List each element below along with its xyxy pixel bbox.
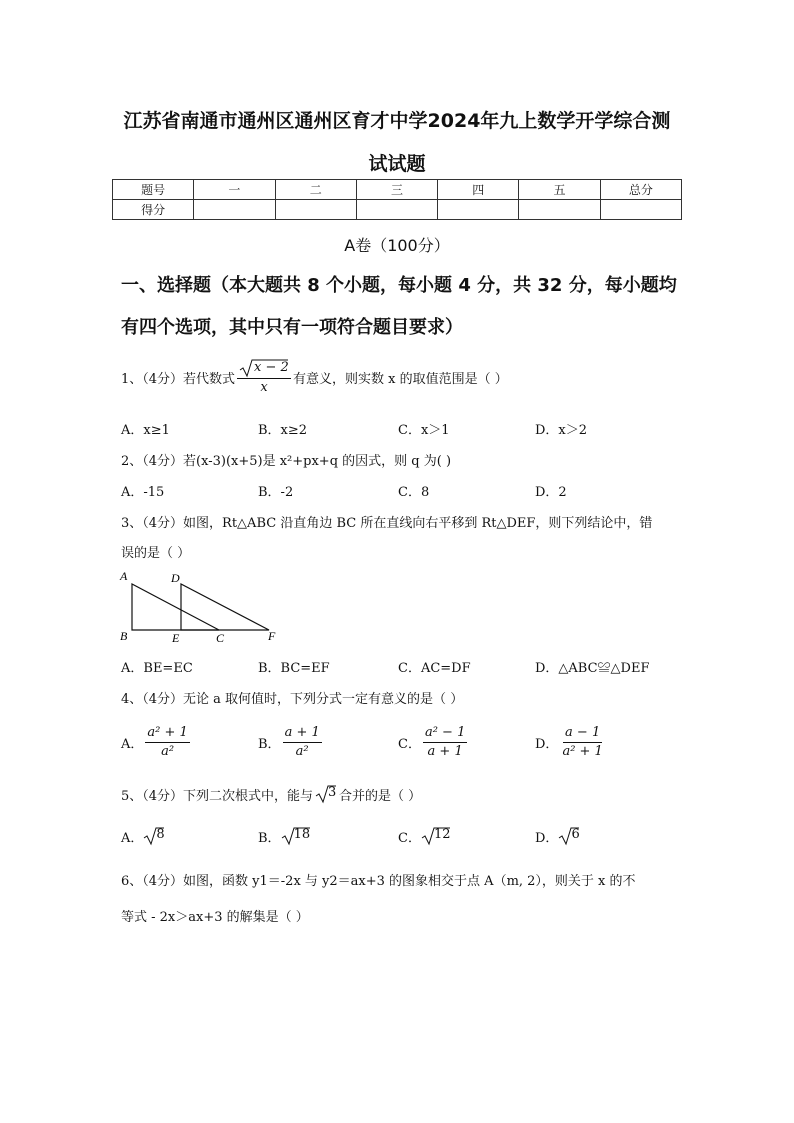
q4-option-b bbox=[258, 724, 324, 761]
section1-title-line2: 有四个选项，其中只有一项符合题目要求） bbox=[121, 317, 463, 338]
q5-radicand: 3 bbox=[328, 785, 337, 800]
q4-option-c bbox=[398, 724, 469, 761]
question-5 bbox=[121, 784, 421, 804]
q5-sqrt bbox=[315, 784, 337, 804]
score-table bbox=[112, 179, 682, 220]
q4-option-d bbox=[535, 724, 607, 761]
section-a-heading: A卷（100分） bbox=[344, 236, 450, 255]
table-cell: 五 bbox=[519, 180, 600, 200]
score-input-cell bbox=[356, 200, 437, 220]
q5-sqrt-a: 8 bbox=[143, 826, 165, 846]
q5-option-a bbox=[121, 826, 165, 846]
label-c: C bbox=[216, 631, 225, 645]
score-table-score-row bbox=[113, 200, 682, 220]
q1-option-b: B．x≥2 bbox=[258, 423, 308, 438]
q5-sqrt-c: 12 bbox=[421, 826, 451, 846]
table-cell: 三 bbox=[356, 180, 437, 200]
table-cell: 一 bbox=[194, 180, 275, 200]
option-letter: C． bbox=[398, 830, 421, 846]
question-2: 2、（4分）若(x-3)(x+5)是 x²+px+q 的因式，则 q 为( ) bbox=[121, 454, 452, 469]
label-b: B bbox=[120, 629, 128, 643]
q5-sqrt-b: 18 bbox=[281, 826, 311, 846]
q1-prefix: 1、（4分）若代数式 bbox=[121, 372, 236, 387]
table-cell: 二 bbox=[275, 180, 356, 200]
option-letter: D． bbox=[535, 737, 559, 752]
q3-option-c: C．AC=DF bbox=[398, 661, 471, 676]
q1-radicand: x − 2 bbox=[254, 360, 289, 375]
q4-option-a bbox=[121, 724, 192, 761]
q5-sqrt-d: 6 bbox=[558, 826, 580, 846]
q4-fraction-a: $\frac{\text{a² + 1}}{\text{a²}}$ bbox=[147, 725, 188, 759]
label-f: F bbox=[268, 629, 276, 643]
label-a: A bbox=[120, 569, 128, 583]
question-6-line1: 6、（4分）如图，函数 y1＝-2x 与 y2＝ax+3 的图象相交于点 A（m, 2），则关于 x 的不 bbox=[121, 874, 636, 889]
q2-option-b: B．-2 bbox=[258, 485, 294, 500]
option-letter: A． bbox=[121, 737, 144, 752]
q1-option-d: D．x＞2 bbox=[535, 423, 588, 438]
q3-triangle-figure bbox=[114, 567, 284, 645]
q3-option-b: B．BC=EF bbox=[258, 661, 330, 676]
q1-denominator: x bbox=[260, 380, 268, 395]
table-cell: 题号 bbox=[113, 180, 194, 200]
page-title-line2: 试试题 bbox=[368, 153, 426, 175]
question-3-line2: 误的是（ ） bbox=[121, 546, 191, 561]
option-letter: B． bbox=[258, 830, 281, 846]
q2-option-c: C．8 bbox=[398, 485, 430, 500]
question-6-line2: 等式 - 2x＞ax+3 的解集是（ ） bbox=[121, 910, 309, 925]
q5-option-c bbox=[398, 826, 451, 846]
label-e: E bbox=[172, 631, 180, 645]
page-title-line1: 江苏省南通市通州区通州区育才中学2024年九上数学开学综合测 bbox=[123, 110, 671, 132]
q1-suffix: 有意义，则实数 x 的取值范围是（ ） bbox=[293, 372, 508, 387]
table-cell: 得分 bbox=[113, 200, 194, 220]
question-3-line1: 3、（4分）如图，Rt△ABC 沿直角边 BC 所在直线向右平移到 Rt△DEF，则下列结论中，错 bbox=[121, 516, 653, 531]
score-input-cell bbox=[275, 200, 356, 220]
q1-option-a: A．x≥1 bbox=[121, 423, 170, 438]
q5-option-d bbox=[535, 826, 580, 846]
q2-option-d: D．2 bbox=[535, 485, 567, 500]
table-cell: 四 bbox=[438, 180, 519, 200]
q1-fraction bbox=[237, 358, 291, 397]
q1-option-c: C．x＞1 bbox=[398, 423, 450, 438]
q5-prefix: 5、（4分）下列二次根式中，能与 bbox=[121, 788, 314, 804]
q3-option-d: D．△ABC≌△DEF bbox=[535, 661, 650, 676]
option-letter: C． bbox=[398, 737, 421, 752]
sqrt-symbol bbox=[239, 358, 289, 378]
score-table-header-row bbox=[113, 180, 682, 200]
question-1 bbox=[121, 358, 508, 397]
q5-option-b bbox=[258, 826, 311, 846]
score-input-cell bbox=[600, 200, 681, 220]
triangle-def bbox=[181, 584, 269, 630]
score-input-cell bbox=[519, 200, 600, 220]
q4-fraction-b: $\frac{a + 1}{\text{a²}}$ bbox=[284, 725, 320, 759]
option-letter: D． bbox=[535, 830, 559, 846]
q3-option-a: A．BE=EC bbox=[121, 661, 193, 676]
score-input-cell bbox=[438, 200, 519, 220]
q4-fraction-d: $\frac{a - 1}{\text{a² + 1}}$ bbox=[562, 725, 603, 759]
option-letter: A． bbox=[121, 830, 144, 846]
section1-title-line1: 一、选择题（本大题共 8 个小题，每小题 4 分，共 32 分，每小题均 bbox=[121, 275, 677, 296]
q2-option-a: A．-15 bbox=[121, 485, 165, 500]
q5-suffix: 合并的是（ ） bbox=[339, 788, 422, 804]
score-input-cell bbox=[194, 200, 275, 220]
question-4: 4、（4分）无论 a 取何值时，下列分式一定有意义的是（ ） bbox=[121, 692, 464, 707]
option-letter: B． bbox=[258, 737, 281, 752]
triangle-abc bbox=[132, 584, 219, 630]
table-cell: 总分 bbox=[600, 180, 681, 200]
q4-fraction-c: $\frac{\text{a² − 1}}{a + 1}$ bbox=[424, 725, 466, 759]
label-d: D bbox=[171, 571, 180, 585]
